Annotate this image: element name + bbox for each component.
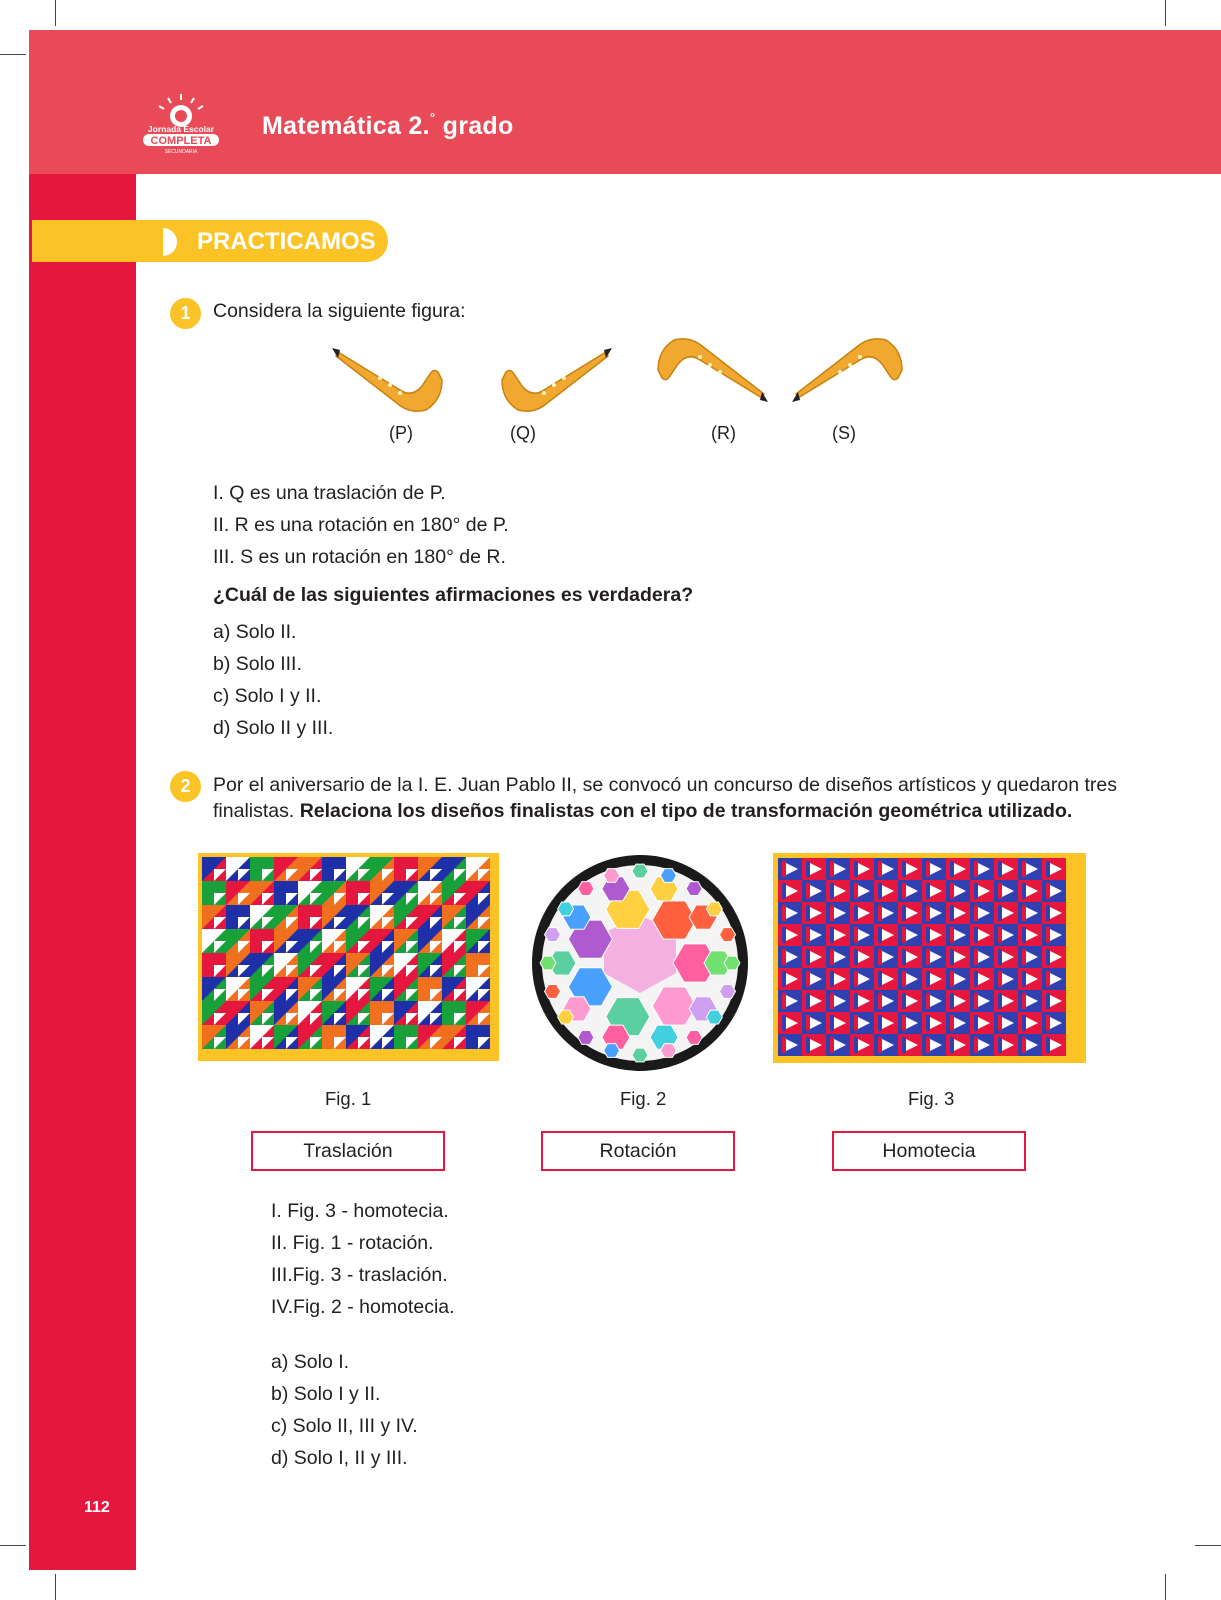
figure-label-r: (R) xyxy=(711,423,736,443)
q2-prompt-line2: finalistas. Relaciona los diseños finalistas con el tipo de transformación geométrica utilizado. xyxy=(213,800,1073,822)
saxophone-q-image xyxy=(494,330,614,420)
q2-statement: III.Fig. 3 - traslación. xyxy=(271,1264,448,1286)
q1-prompt: Considera la siguiente figura: xyxy=(213,300,466,322)
q1-option: c) Solo I y II. xyxy=(213,685,322,707)
q2-statement: I. Fig. 3 - homotecia. xyxy=(271,1200,449,1222)
q1-statement: I. Q es una traslación de P. xyxy=(213,482,446,504)
crop-mark xyxy=(0,1545,26,1546)
figure-label-q: (Q) xyxy=(510,423,536,443)
figure-label-s: (S) xyxy=(832,423,856,443)
crop-mark xyxy=(0,54,26,55)
fig2-rotation-circle-mosaic xyxy=(530,853,750,1073)
page-header-title: Matemática 2.° grado xyxy=(262,109,514,140)
q1-statement: III. S es un rotación en 180° de R. xyxy=(213,546,506,568)
q2-statement: IV.Fig. 2 - homotecia. xyxy=(271,1296,455,1318)
crop-mark xyxy=(1195,1545,1221,1546)
q2-prompt-line1: Por el aniversario de la I. E. Juan Pablo II, se convocó un concurso de diseños artísticos y quedaron tres xyxy=(213,774,1117,796)
q2-option: b) Solo I y II. xyxy=(271,1383,381,1405)
crop-mark xyxy=(55,0,56,26)
saxophone-r-image xyxy=(650,330,770,420)
saxophone-s-image xyxy=(790,330,910,420)
page-number: 112 xyxy=(84,1499,110,1516)
svg-text:SECUNDARIA: SECUNDARIA xyxy=(164,149,198,154)
q2-option: d) Solo I, II y III. xyxy=(271,1447,408,1469)
figure-label-p: (P) xyxy=(389,423,413,443)
q1-option: d) Solo II y III. xyxy=(213,717,334,739)
svg-text:COMPLETA: COMPLETA xyxy=(150,135,212,147)
q1-statement: II. R es una rotación en 180° de P. xyxy=(213,514,509,536)
q2-option: a) Solo I. xyxy=(271,1351,350,1373)
figure-caption: Fig. 2 xyxy=(620,1088,667,1109)
fig3-homothety-mosaic xyxy=(773,853,1086,1063)
section-title: PRACTICAMOS xyxy=(197,228,376,255)
transformation-label-box: Homotecia xyxy=(832,1131,1026,1171)
q2-option: c) Solo II, III y IV. xyxy=(271,1415,418,1437)
question-number-badge: 1 xyxy=(170,298,201,329)
figure-caption: Fig. 1 xyxy=(325,1088,372,1109)
figure-caption: Fig. 3 xyxy=(908,1088,955,1109)
crop-mark xyxy=(1165,1574,1166,1600)
transformation-label-box: Rotación xyxy=(541,1131,735,1171)
crop-mark xyxy=(55,1574,56,1600)
svg-text:Jornada Escolar: Jornada Escolar xyxy=(147,124,215,134)
saxophone-p-image xyxy=(330,330,450,420)
q1-option: b) Solo III. xyxy=(213,653,302,675)
q1-question: ¿Cuál de las siguientes afirmaciones es verdadera? xyxy=(213,584,694,606)
q1-option: a) Solo II. xyxy=(213,621,297,643)
transformation-label-box: Traslación xyxy=(251,1131,445,1171)
fig1-translation-mosaic xyxy=(198,853,499,1061)
question-number-badge: 2 xyxy=(170,771,201,802)
q2-statement: II. Fig. 1 - rotación. xyxy=(271,1232,434,1254)
crop-mark xyxy=(1165,0,1166,26)
jornada-escolar-completa-logo xyxy=(140,92,222,154)
